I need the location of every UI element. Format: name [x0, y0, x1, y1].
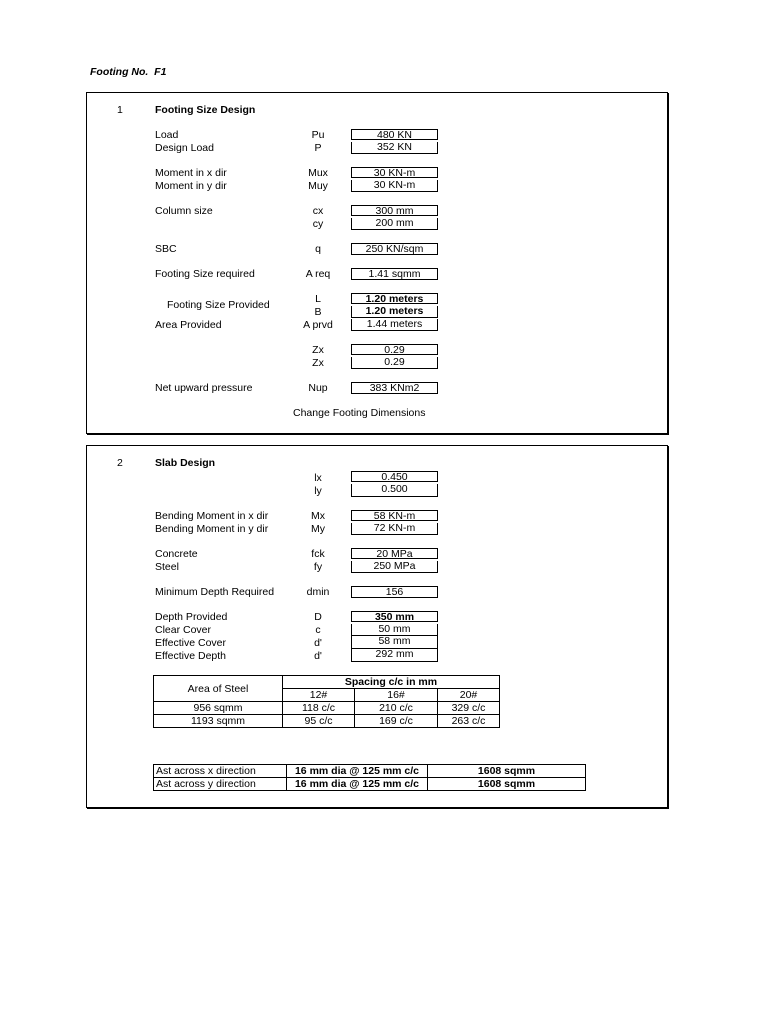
spacing-header: Spacing c/c in mm: [283, 676, 500, 689]
fy-symbol: fy: [313, 561, 323, 573]
section1-number: 1: [117, 104, 123, 116]
c-value[interactable]: 50 mm: [351, 624, 438, 636]
spacing-cell: 95 c/c: [283, 715, 355, 728]
sbc-value[interactable]: 250 KN/sqm: [351, 243, 438, 255]
sbc-symbol: q: [315, 243, 321, 255]
spacing-cell: 210 c/c: [355, 702, 438, 715]
muy-label: Moment in y dir: [155, 180, 227, 192]
table-row: [154, 765, 586, 778]
table-row: [154, 702, 500, 715]
spacing-cell: 263 c/c: [438, 715, 500, 728]
design-load-label: Design Load: [155, 142, 214, 154]
footing-label-text: Footing No.: [90, 66, 149, 78]
effective-depth-symbol: d': [314, 650, 322, 662]
bar-20-header: 20#: [438, 689, 500, 702]
ast-x-area: 1608 sqmm: [428, 765, 586, 778]
D-value[interactable]: 350 mm: [351, 611, 438, 622]
muy-symbol: Muy: [308, 180, 328, 192]
mux-label: Moment in x dir: [155, 167, 227, 179]
table-row: [154, 715, 500, 728]
dmin-value: 156: [351, 586, 438, 598]
footing-size-provided-label: Footing Size Provided: [167, 299, 270, 311]
steel-spacing-table: [153, 675, 500, 728]
dmin-symbol: dmin: [306, 586, 330, 598]
area-cell: 1193 sqmm: [154, 715, 283, 728]
ast-y-bars: 16 mm dia @ 125 mm c/c: [287, 778, 428, 791]
muy-value[interactable]: 30 KN-m: [351, 180, 438, 192]
D-symbol: D: [314, 611, 322, 623]
mx-label: Bending Moment in x dir: [155, 510, 269, 522]
area-provided-symbol: A prvd: [303, 319, 333, 331]
ast-y-area: 1608 sqmm: [428, 778, 586, 791]
spacing-cell: 118 c/c: [283, 702, 355, 715]
mux-symbol: Mux: [308, 167, 328, 179]
effective-cover-value: 58 mm: [351, 636, 438, 649]
steel-label: Steel: [155, 561, 179, 573]
depth-provided-label: Depth Provided: [155, 611, 228, 623]
effective-cover-symbol: d': [314, 637, 322, 649]
nup-value: 383 KNm2: [351, 382, 438, 394]
zx-symbol-1: Zx: [312, 344, 324, 356]
area-required-label: Footing Size required: [155, 268, 255, 280]
change-footing-dimensions-button[interactable]: Change Footing Dimensions: [293, 407, 426, 419]
effective-cover-label: Effective Cover: [155, 637, 227, 649]
cx-value[interactable]: 300 mm: [351, 205, 438, 216]
section2-number: 2: [117, 457, 123, 469]
area-cell: 956 sqmm: [154, 702, 283, 715]
L-value[interactable]: 1.20 meters: [351, 293, 438, 304]
zx-symbol-2: Zx: [312, 357, 324, 369]
my-label: Bending Moment in y dir: [155, 523, 269, 535]
design-load-symbol: P: [314, 142, 322, 154]
section2-title: Slab Design: [155, 457, 216, 469]
ly-value: 0.500: [351, 484, 438, 497]
area-of-steel-header: Area of Steel: [154, 676, 283, 702]
bar-16-header: 16#: [355, 689, 438, 702]
fy-value[interactable]: 250 MPa: [351, 561, 438, 573]
fck-value[interactable]: 20 MPa: [351, 548, 438, 559]
load-label: Load: [155, 129, 179, 141]
section1-title: Footing Size Design: [155, 104, 256, 116]
zx-value-1: 0.29: [351, 344, 438, 355]
mux-value[interactable]: 30 KN-m: [351, 167, 438, 178]
B-symbol: B: [314, 306, 322, 318]
ly-symbol: ly: [314, 485, 322, 497]
design-load-value[interactable]: 352 KN: [351, 142, 438, 154]
spacing-cell: 329 c/c: [438, 702, 500, 715]
fck-symbol: fck: [311, 548, 325, 560]
lx-symbol: lx: [314, 472, 322, 484]
load-symbol: Pu: [311, 129, 325, 141]
min-depth-label: Minimum Depth Required: [155, 586, 275, 598]
my-value: 72 KN-m: [351, 523, 438, 535]
L-symbol: L: [315, 293, 321, 305]
footing-id: F1: [154, 66, 167, 78]
clear-cover-label: Clear Cover: [155, 624, 212, 636]
ast-y-label: Ast across y direction: [154, 778, 287, 791]
nup-symbol: Nup: [308, 382, 328, 394]
spacing-cell: 169 c/c: [355, 715, 438, 728]
lx-value: 0.450: [351, 471, 438, 482]
column-size-label: Column size: [155, 205, 213, 217]
cy-value[interactable]: 200 mm: [351, 218, 438, 230]
area-provided-label: Area Provided: [155, 319, 222, 331]
area-required-value: 1.41 sqmm: [351, 268, 438, 280]
load-value[interactable]: 480 KN: [351, 129, 438, 140]
cy-symbol: cy: [312, 218, 324, 230]
B-value[interactable]: 1.20 meters: [351, 306, 438, 318]
ast-x-bars: 16 mm dia @ 125 mm c/c: [287, 765, 428, 778]
net-upward-pressure-label: Net upward pressure: [155, 382, 253, 394]
mx-value: 58 KN-m: [351, 510, 438, 521]
footing-label: [90, 66, 166, 78]
bar-12-header: 12#: [283, 689, 355, 702]
effective-depth-value: 292 mm: [351, 649, 438, 662]
area-required-symbol: A req: [305, 268, 331, 280]
ast-x-label: Ast across x direction: [154, 765, 287, 778]
c-symbol: c: [315, 624, 321, 636]
mx-symbol: Mx: [311, 510, 325, 522]
effective-depth-label: Effective Depth: [155, 650, 227, 662]
area-provided-value: 1.44 meters: [351, 319, 438, 331]
cx-symbol: cx: [312, 205, 324, 217]
zx-value-2: 0.29: [351, 357, 438, 369]
sbc-label: SBC: [155, 243, 177, 255]
my-symbol: My: [311, 523, 325, 535]
ast-table: [153, 764, 586, 791]
table-row: [154, 778, 586, 791]
concrete-label: Concrete: [155, 548, 198, 560]
